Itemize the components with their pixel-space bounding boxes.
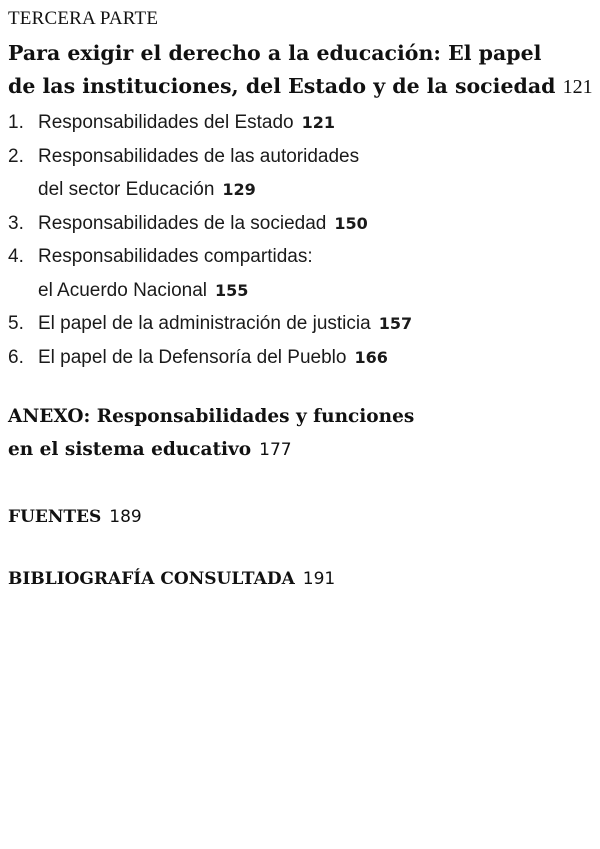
item-title: Responsabilidades de las autoridades [38, 145, 360, 167]
chapter-list [8, 106, 598, 374]
sources-page-number: 189 [109, 507, 142, 527]
item-title-line-2: del sector Educación [38, 179, 215, 200]
item-title-continuation [38, 274, 598, 308]
item-page-number: 129 [222, 180, 256, 199]
item-number: 2. [8, 145, 24, 167]
item-title: Responsabilidades compartidas: [38, 246, 313, 267]
sources-label: FUENTES [8, 507, 102, 527]
part-title-line-2 [8, 70, 598, 104]
item-title-continuation [38, 173, 598, 207]
item-title-line-2: el Acuerdo Nacional [38, 279, 207, 301]
list-item [8, 106, 598, 140]
item-number: 3. [8, 212, 24, 234]
bibliography-page-number: 191 [302, 569, 336, 589]
annex-entry [8, 400, 414, 467]
part-label: TERCERA PARTE [8, 8, 159, 29]
bibliography-entry [8, 563, 335, 596]
item-page-number: 121 [301, 113, 336, 132]
item-number: 4. [8, 246, 24, 267]
item-title: Responsabilidades del Estado [38, 112, 294, 133]
part-title [8, 37, 598, 104]
annex-title-line-2 [8, 433, 414, 467]
item-page-number: 150 [334, 213, 368, 233]
item-number: 5. [8, 313, 24, 334]
item-page-number: 157 [378, 314, 413, 333]
item-title: El papel de la Defensoría del Pueblo [38, 346, 347, 368]
item-page-number: 155 [215, 280, 249, 300]
sources-entry [8, 501, 142, 534]
item-number: 6. [8, 346, 24, 368]
item-title: Responsabilidades de la sociedad [38, 212, 327, 234]
list-item [8, 207, 598, 241]
item-title: El papel de la administración de justicia [38, 313, 371, 334]
item-page-number: 166 [354, 347, 388, 367]
annex-page-number: 177 [259, 440, 292, 460]
list-item [8, 140, 598, 207]
item-number: 1. [8, 112, 24, 133]
part-page-number: 121 [562, 76, 593, 98]
annex-title-line-2-text: en el sistema educativo [8, 439, 252, 460]
list-item [8, 240, 598, 307]
part-title-line-2-text: de las instituciones, del Estado y de la sociedad [8, 74, 556, 98]
annex-title-line-1: ANEXO: Responsabilidades y funciones [8, 406, 415, 427]
list-item [8, 307, 598, 341]
part-title-line-1: Para exigir el derecho a la educación: El papel [8, 41, 542, 65]
list-item [8, 341, 598, 375]
bibliography-label: BIBLIOGRAFÍA CONSULTADA [8, 569, 295, 589]
